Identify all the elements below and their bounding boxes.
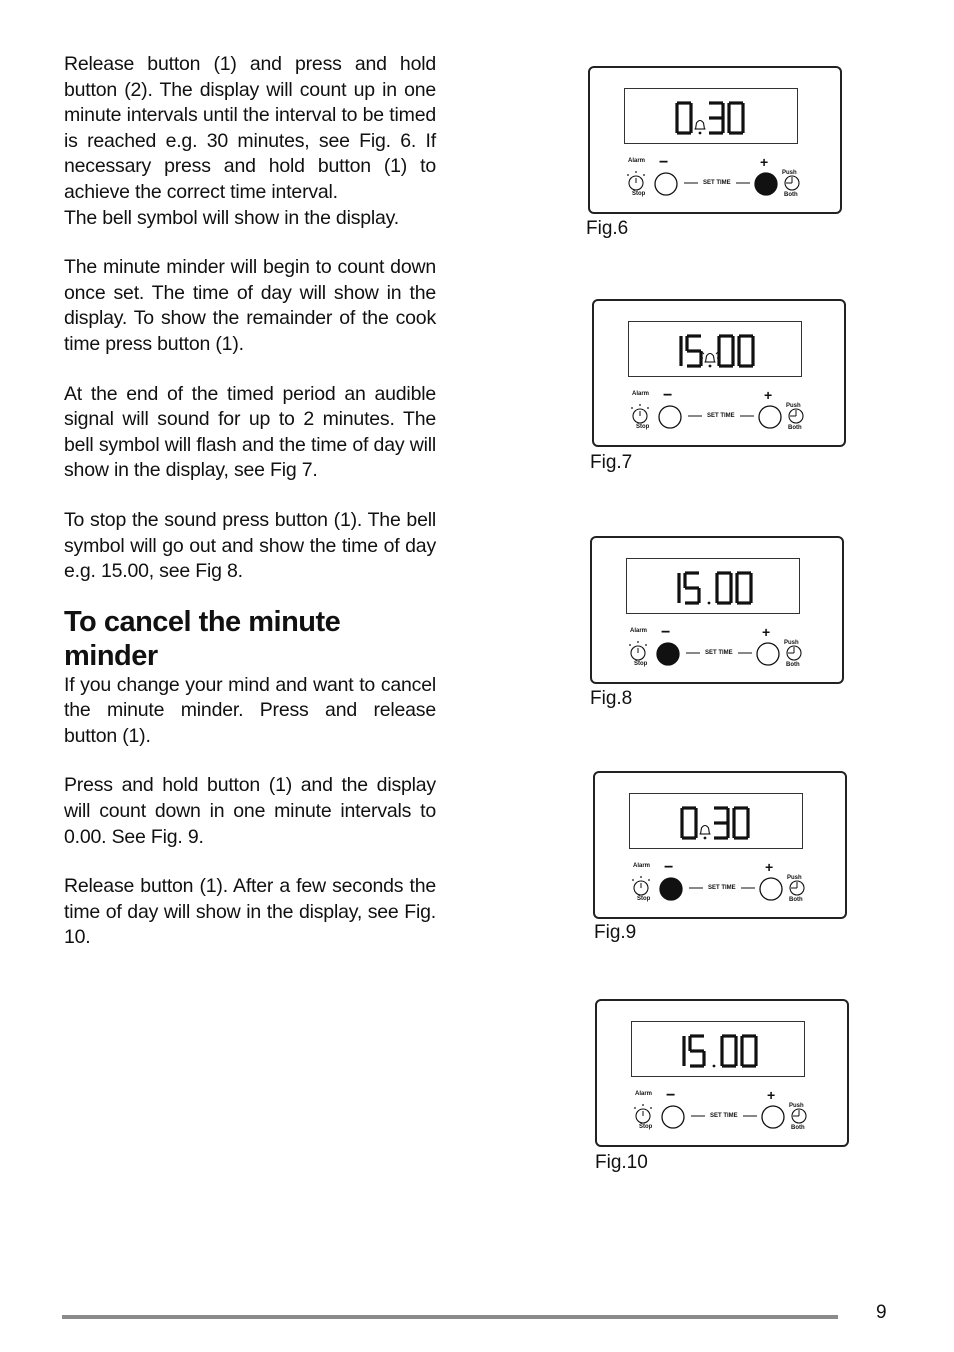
plus-label: + — [767, 1087, 776, 1103]
plus-button[interactable] — [757, 643, 779, 665]
display-separator — [699, 132, 702, 135]
push-label: Push — [784, 640, 799, 646]
control-row — [595, 853, 845, 917]
alarm-clock-icon — [632, 876, 650, 895]
paragraph-release-button: Release button (1) and press and hold button (2). The display will count up in one minute intervals until the interval to be timed is reached e.g. 30 minutes, see Fig. 6. If necessary press and hold button (1) to achieve the correct time interval. — [64, 53, 436, 203]
display-digit-0 — [677, 103, 691, 133]
stop-label: Stop — [636, 424, 650, 430]
alarm-label: Alarm — [628, 158, 646, 164]
display-digit-2 — [722, 1036, 736, 1066]
timer-panel-fig6 — [588, 66, 842, 214]
alarm-clock-icon — [634, 1104, 652, 1123]
alarm-clock-icon — [631, 404, 649, 423]
lcd-frame — [628, 321, 802, 377]
panel-controls — [597, 1081, 847, 1145]
set-time-label: SET TIME — [705, 650, 733, 656]
minus-button[interactable] — [659, 406, 681, 428]
lcd-display — [630, 794, 802, 848]
paragraph-hold-count-down: Press and hold button (1) and the display will count down in one minute intervals to 0.00. See Fig. 9. — [64, 774, 436, 848]
display-digit-2 — [729, 103, 743, 133]
minus-label: − — [664, 859, 674, 876]
plus-button[interactable] — [759, 406, 781, 428]
display-digit-2 — [717, 573, 731, 603]
both-label: Both — [786, 662, 800, 668]
alarm-label: Alarm — [635, 1091, 653, 1097]
stop-label: Stop — [637, 896, 651, 902]
display-separator — [713, 1065, 716, 1068]
set-time-label: SET TIME — [703, 180, 731, 186]
minus-button[interactable] — [660, 878, 682, 900]
control-row — [592, 618, 842, 682]
plus-button[interactable] — [760, 878, 782, 900]
minus-label: − — [661, 624, 671, 641]
display-digit-2 — [719, 336, 733, 366]
push-label: Push — [787, 875, 802, 881]
display-digit-3 — [739, 336, 753, 366]
set-time-label: SET TIME — [707, 413, 735, 419]
page-number: 9 — [876, 1302, 887, 1323]
display-digit-1 — [687, 336, 701, 366]
control-row — [594, 381, 844, 445]
figure-label-fig6: Fig.6 — [586, 218, 629, 239]
minus-label: − — [663, 387, 673, 404]
section-heading: To cancel the minute minder — [64, 605, 341, 672]
push-label: Push — [782, 170, 797, 176]
panel-controls — [592, 618, 842, 682]
paragraph-count-down: The minute minder will begin to count down once set. The time of day will show in the display. To show the remainder of the cook time press button (1). — [64, 256, 436, 355]
minus-label: − — [666, 1087, 676, 1104]
lcd-display — [629, 322, 801, 376]
timer-panel-fig7 — [592, 299, 846, 447]
stop-label: Stop — [639, 1124, 653, 1130]
display-separator — [704, 837, 707, 840]
alarm-clock-icon — [627, 171, 645, 190]
alarm-label: Alarm — [630, 628, 648, 634]
display-digit-3 — [737, 573, 751, 603]
figure-label-fig10: Fig.10 — [595, 1152, 648, 1173]
lcd-display — [625, 89, 797, 143]
minus-button[interactable] — [655, 173, 677, 195]
display-digit-0 — [682, 808, 696, 838]
bell-icon — [695, 121, 706, 130]
footer-rule — [62, 1315, 838, 1319]
display-digit-1 — [714, 808, 728, 838]
push-label: Push — [786, 403, 801, 409]
clock-icon — [790, 881, 804, 895]
figure-label-fig8: Fig.8 — [590, 688, 633, 709]
display-digit-3 — [742, 1036, 756, 1066]
alarm-clock-icon — [629, 641, 647, 660]
plus-button[interactable] — [755, 173, 777, 195]
both-label: Both — [784, 192, 798, 198]
both-label: Both — [789, 897, 803, 903]
bell-flashing-icon — [701, 352, 719, 362]
lcd-frame — [629, 793, 803, 849]
panel-controls — [595, 853, 845, 917]
push-label: Push — [789, 1103, 804, 1109]
control-row — [590, 148, 840, 212]
both-label: Both — [788, 425, 802, 431]
figure-label-fig9: Fig.9 — [594, 922, 637, 943]
stop-label: Stop — [632, 191, 646, 197]
minus-button[interactable] — [657, 643, 679, 665]
control-row — [597, 1081, 847, 1145]
text-column — [64, 52, 436, 975]
both-label: Both — [791, 1125, 805, 1131]
plus-label: + — [760, 154, 769, 170]
paragraph-cancel: If you change your mind and want to cancel the minute minder. Press and release button (1). — [64, 673, 436, 747]
timer-panel-fig8 — [590, 536, 844, 684]
paragraph-audible-signal: At the end of the timed period an audible signal will sound for up to 2 minutes. The bell symbol will flash and the time of day will show in the display, see Fig 7. — [64, 382, 436, 482]
display-separator — [708, 602, 711, 605]
display-digit-1 — [690, 1036, 704, 1066]
paragraph-release-time-of-day: Release button (1). After a few seconds the time of day will show in the display, see Fig. 10. — [64, 875, 436, 949]
display-digit-1 — [709, 103, 723, 133]
panel-controls — [590, 148, 840, 212]
figure-label-fig7: Fig.7 — [590, 452, 633, 473]
lcd-display — [632, 1022, 804, 1076]
display-separator — [709, 365, 712, 368]
plus-label: + — [765, 859, 774, 875]
timer-panel-fig9 — [593, 771, 847, 919]
display-digit-1 — [685, 573, 699, 603]
lcd-display — [627, 559, 799, 613]
paragraph-bell-symbol: The bell symbol will show in the display. — [64, 206, 400, 229]
set-time-label: SET TIME — [708, 885, 736, 891]
clock-icon — [785, 176, 799, 190]
lcd-frame — [626, 558, 800, 614]
alarm-label: Alarm — [633, 863, 651, 869]
timer-panel-fig10 — [595, 999, 849, 1147]
plus-button[interactable] — [762, 1106, 784, 1128]
stop-label: Stop — [634, 661, 648, 667]
panel-controls — [594, 381, 844, 445]
minus-button[interactable] — [662, 1106, 684, 1128]
plus-label: + — [762, 624, 771, 640]
lcd-frame — [631, 1021, 805, 1077]
lcd-frame — [624, 88, 798, 144]
clock-icon — [787, 646, 801, 660]
paragraph-stop-sound: To stop the sound press button (1). The bell symbol will go out and show the time of day e.g. 15.00, see Fig 8. — [64, 508, 436, 583]
minus-label: − — [659, 154, 669, 171]
display-digit-2 — [734, 808, 748, 838]
set-time-label: SET TIME — [710, 1113, 738, 1119]
clock-icon — [792, 1109, 806, 1123]
clock-icon — [789, 409, 803, 423]
plus-label: + — [764, 387, 773, 403]
bell-icon — [700, 826, 711, 835]
alarm-label: Alarm — [632, 391, 650, 397]
